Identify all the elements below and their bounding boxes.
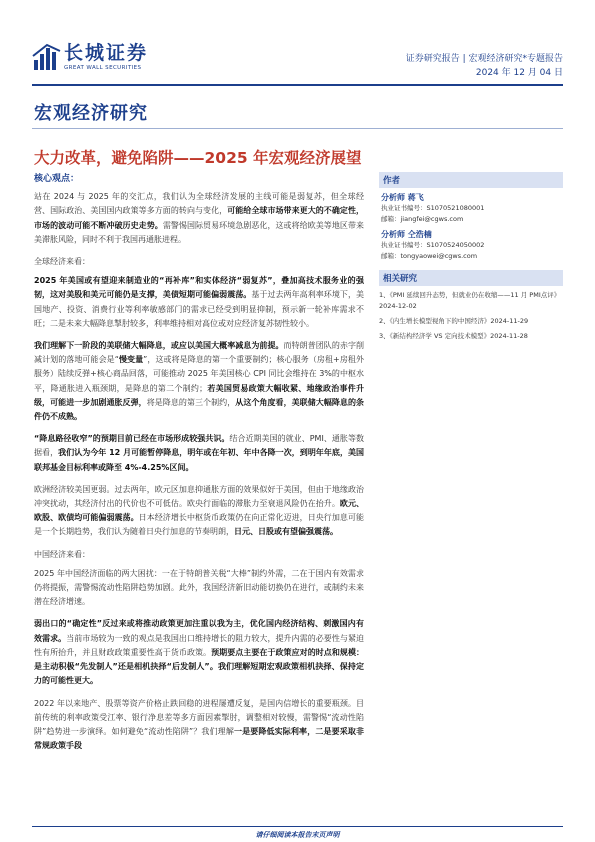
related-item[interactable]: 3、《新结构经济学 VS 定向技术模型》2024-11-28 [379,332,528,340]
text-run: 当前市场较为一致的观点是我国出口维持增长的阻力较大，提升内需的必要性与紧迫性有所抬升，并且财政政策重要性高于货币政策。 [34,633,364,657]
footer-divider [32,826,563,827]
china-paragraph-3 [34,697,364,754]
global-paragraph-1 [34,274,364,331]
text-run: 2025 年美国或有望迎来制造业的“再补库”和实体经济“弱复苏”，叠加高技术服务业的强韧，这对美股和美元可能仍是支撑，美债短期可能偏弱震荡。 [34,276,364,300]
text-run: 我们认为今年 12 月可能暂停降息，明年或在年初、年中各降一次，到明年年底，美国联邦基金目标利率或降至 4%-4.25%区间。 [34,448,365,472]
text-run: 若美国贸易政策大幅收紧、地缘政治事件升级，可能进一步加剧通胀反弹， [34,383,365,407]
text-run: 2025 年中国经济面临的两大困扰：一在于特朗普关税“大棒”制约外需，二在于国内有效需求仍将提振，需警惕流动性陷阱趋势加剧。此外，我国经济新旧动能切换仍在进行，或制约未来潜在经济增速。 [34,568,364,607]
global-paragraph-4 [34,483,364,540]
text-run: 2022 年以来地产、股票等资产价格止跌回稳的进程屡遭反复，是国内信增长的重要瓶颈。目前传统的利率政策受江率、银行净息差等多方面因素掣肘，调整相对较慢，需警惕“流动性陷阱”趋势进一步演绎。如何避免“流动性陷阱”？我们理解 [34,698,364,736]
text-run: 慢变量 [118,355,144,365]
text-run: 一是要降低实际利率，二是要采取非常规政策手段 [34,726,365,751]
text-run: 基于过去两年高利率环境下，美国地产、投资、消费行业等利率敏感部门的需求已经受到明显抑制，预示新一轮补库需求不旺；二是未来大幅降息掣肘较多，利率维持相对高位或对应经济复苏韧性较小。 [34,290,365,328]
text-run: 从这个角度看，美联储大幅降息的条件仍不成熟。 [34,397,365,422]
report-type: 证券研究报告 | 宏观经济研究*专题报告 [405,54,563,64]
china-paragraph-2 [34,617,364,688]
analyst-1 [381,192,563,225]
footer-disclaimer: 请仔细阅读本报告末页声明 [255,831,340,839]
text-run: 我们理解下一阶段的美联储大幅降息，或应以美国大概率减息为前提。 [34,341,284,351]
intro-paragraph [34,190,364,247]
main-content [34,172,364,761]
text-run: 站在 2024 与 2025 年的交汇点，我们认为全球经济发展的主线可能是弱复苏，但全球经营、国际政治、美国国内政策等多方面的转向与变化， [34,192,364,216]
text-run: 结合近期美国的就业、PMI、通胀等数据看， [34,434,364,458]
great-wall-logo-icon [32,42,62,72]
global-label: 全球经济来看： [34,257,90,267]
sidebar [379,172,563,342]
analyst-name: 分析师 蒋飞 [381,193,424,202]
author-heading: 作者 [379,172,563,188]
logo-name-cn: 长城证券 [64,42,149,64]
text-run: 欧元、欧股、欧债均可能偏弱震荡。 [34,499,365,523]
section-divider [32,128,563,129]
related-item[interactable]: 1、《PMI 延续回升态势，但就业仍在收缩——11 月 PMI点评》2024-12-02 [379,291,561,310]
text-run: 将是降息的第三个制约， [146,397,236,407]
text-run: ”，这或将是降息的第一个重要制约；核心服务（房租+房租外服务）陆续反弹+核心商品回落，可能推动 2025 年美国核心 CPI 同比会维持在 3%的中枢水平，降通胀进入瓶颈期，是降息的第二个制约； [34,355,364,393]
text-run: 可能给全球市场带来更大的不确定性，市场的波动可能不断冲破历史走势。 [34,206,365,230]
global-paragraph-2 [34,339,364,424]
text-run: 预期要点主要在于政策应对的时点和规模：是主动积极“先发制人”还是相机抉择“后发制人”。我们理解短期宏观政策相机抉择、保持定力的可能性更大。 [34,647,365,686]
china-label: 中国经济来看： [34,549,90,559]
header-divider [32,84,563,86]
analyst-cert: 执业证书编号：S1070524050002 [381,241,485,249]
text-run: 日本经济增长中枢货币政策仍在向正常化迈进，日央行加息可能是一个长期趋势，我们认为随着日央行加息的节奏明朗， [34,513,365,537]
related-item[interactable]: 2、《内生增长模型视角下的中国经济》2024-11-29 [379,317,529,325]
header-meta [406,52,563,80]
analyst-email[interactable]: 邮箱：tongyaowei@cgws.com [381,252,478,260]
report-title: 大力改革，避免陷阱——2025 年宏观经济展望 [34,149,362,167]
company-logo [32,42,162,76]
analyst-name: 分析师 仝浩楠 [381,230,432,239]
logo-name-en: GREAT WALL SECURITIES [64,65,142,71]
section-title: 宏观经济研究 [34,103,148,124]
analyst-2 [381,229,563,262]
text-run: “降息路径收窄”的预期目前已经在市场形成较强共识。 [34,434,230,444]
global-paragraph-3 [34,432,364,475]
china-paragraph-1 [34,567,364,610]
text-run: 而特朗普团队的赤字削减计划的落地可能会是“ [34,341,364,365]
core-heading: 核心观点： [34,174,80,184]
related-heading: 相关研究 [379,270,563,286]
text-run: 日元、日股或有望偏强震荡。 [234,527,338,537]
text-run: 欧洲经济较美国更弱。过去两年，欧元区加息抑通胀方面的效果似好于美国，但由于地缘政治冲突扰动，其经济付出的代价也不可低估。欧央行面临的滞胀力至衰退风险仍在抬升。 [34,484,364,509]
analyst-cert: 执业证书编号：S1070521080001 [381,204,485,212]
analyst-email[interactable]: 邮箱：jiangfei@cgws.com [381,215,464,223]
report-date: 2024 年 12 月 04 日 [475,68,563,78]
text-run: 弱出口的“确定性”反过来或将推动政策更加注重以我为主，优化国内经济结构、刺激国内有效需求。 [34,619,364,643]
text-run: 需警惕国际贸易环境急剧恶化，这或将给欧美等地区带来美滞胀风险，同时不利于我国再通胀进程。 [34,220,365,244]
